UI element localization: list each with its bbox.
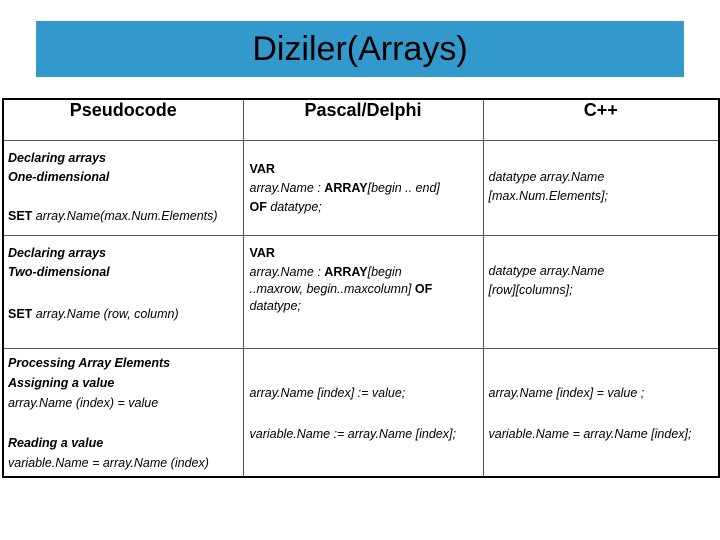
row1-cpp-cell [483,141,719,236]
header-row [3,99,719,141]
row3-cpp-cell [483,349,719,477]
row3-pascal-assign: array.Name [index] := value; [249,386,406,400]
row2-pseudo-set: SET array.Name (row, column) [8,307,179,321]
row1-cpp-line1: datatype array.Name [488,170,605,184]
row2-pascal-var: VAR [249,246,275,260]
table-row [3,141,719,236]
row1-cpp-line2: [max.Num.Elements]; [488,189,608,203]
row3-cpp-read: variable.Name = array.Name [index]; [488,427,692,441]
row3-pseudo-line4: Reading a value [8,436,104,450]
row3-pascal-cell [243,349,483,477]
row3-cpp-assign: array.Name [index] = value ; [488,386,645,400]
row3-pseudo-line1: Processing Array Elements [8,356,171,370]
row1-pseudo-set: SET array.Name(max.Num.Elements) [8,209,218,223]
row1-pascal-var: VAR [249,162,275,176]
row2-pascal-cell [243,236,483,349]
row1-pascal-line2: array.Name : ARRAY[begin .. end] [249,181,440,195]
page-title: Diziler(Arrays) [252,29,468,68]
title-banner [36,21,684,77]
row1-pascal-cell [243,141,483,236]
row1-pascal-line3: OF datatype; [249,200,322,214]
header-pascal: Pascal/Delphi [243,99,483,141]
comparison-table [2,98,720,478]
row2-pseudo-line2: Two-dimensional [8,265,110,279]
row2-pseudocode-cell [3,236,243,349]
row3-pseudo-line3: array.Name (index) = value [8,396,159,410]
table-row [3,349,719,477]
row3-pascal-read: variable.Name := array.Name [index]; [249,427,456,441]
header-pseudocode: Pseudocode [3,99,243,141]
row1-pseudo-line1: Declaring arrays [8,151,106,165]
row2-pseudo-line1: Declaring arrays [8,246,106,260]
row2-pascal-line4: datatype; [249,299,301,313]
row1-pseudocode-cell [3,141,243,236]
row2-cpp-line1: datatype array.Name [488,264,605,278]
row3-pseudo-line2: Assigning a value [8,376,115,390]
row2-pascal-line3: ..maxrow, begin..maxcolumn] OF [249,282,433,296]
row3-pseudo-line5: variable.Name = array.Name (index) [8,456,209,470]
header-cpp: C++ [483,99,719,141]
row2-pascal-line2: array.Name : ARRAY[begin [249,265,402,279]
table-row [3,236,719,349]
row3-pseudocode-cell [3,349,243,477]
row1-pseudo-line2: One-dimensional [8,170,110,184]
row2-cpp-cell [483,236,719,349]
row2-cpp-line2: [row][columns]; [488,283,573,297]
